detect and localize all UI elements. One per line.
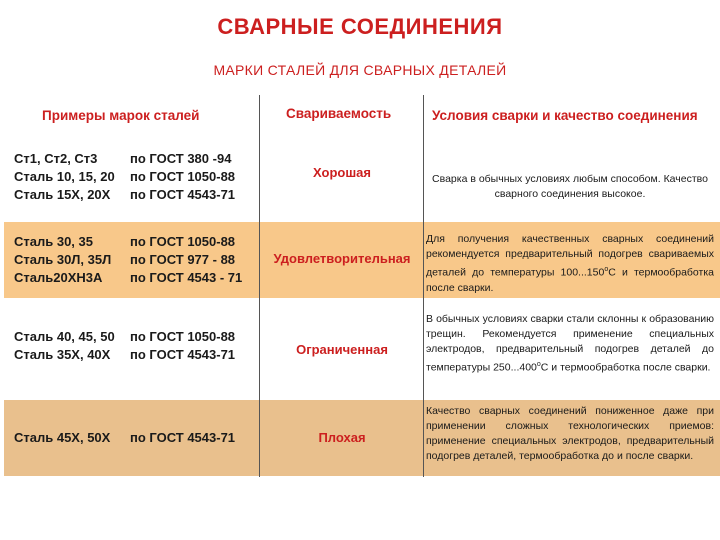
page-subtitle: МАРКИ СТАЛЕЙ ДЛЯ СВАРНЫХ ДЕТАЛЕЙ <box>213 62 507 78</box>
temperature-range: 250...400 <box>493 361 537 374</box>
steel-grade: Ст1, Ст2, Ст3 <box>14 151 98 166</box>
welding-conditions <box>426 232 714 296</box>
steel-grades-cell <box>14 328 235 364</box>
welding-conditions: Сварка в обычных условиях любым способом. Качество сварного соединения высокое. <box>432 173 708 200</box>
steel-grade: Сталь20ХН3А <box>14 270 103 285</box>
steel-grade: Сталь 30Л, 35Л <box>14 252 112 267</box>
steel-grade: Сталь 10, 15, 20 <box>14 169 115 184</box>
steel-grade-line <box>14 346 235 364</box>
steel-grade: Сталь 30, 35 <box>14 234 93 249</box>
conditions-tail: С и термообработка после сварки. <box>540 361 711 374</box>
steel-grade-line <box>14 251 242 269</box>
weldability-value: Плохая <box>318 430 366 445</box>
gost-standard: по ГОСТ 1050-88 <box>130 169 236 184</box>
steel-grade: Сталь 35Х, 40Х <box>14 347 111 362</box>
degree-sign: о <box>536 361 541 368</box>
gost-standard: по ГОСТ 1050-88 <box>130 329 236 344</box>
steel-grade-line <box>14 168 235 186</box>
steel-grade-line <box>14 150 235 168</box>
steel-grade-line <box>14 269 242 287</box>
gost-standard: по ГОСТ 4543-71 <box>130 187 236 202</box>
gost-standard: по ГОСТ 977 - 88 <box>130 252 236 267</box>
degree-sign: о <box>604 266 609 273</box>
steel-grade-line <box>14 186 235 204</box>
conditions-text: Для получения качественных сварных соединений рекомендуется предварительный подогрев свариваемых деталей до температуры <box>426 233 714 279</box>
weldability-value: Хорошая <box>313 165 371 180</box>
conditions-text: В обычных условиях сварки стали склонны к образованию трещин. Рекомендуется применение специальных электродов, предварительный подогрев деталей до температуры <box>426 313 714 374</box>
gost-standard: по ГОСТ 4543 - 71 <box>130 270 243 285</box>
header-weldability: Свариваемость <box>286 106 392 121</box>
steel-grades-cell <box>14 150 235 204</box>
gost-standard: по ГОСТ 380 -94 <box>130 151 232 166</box>
conditions-tail: С и термообработка после сварки. <box>426 266 715 294</box>
steel-grades-cell <box>14 429 235 447</box>
gost-standard: по ГОСТ 4543-71 <box>130 347 236 362</box>
column-divider-1 <box>259 95 260 477</box>
steel-grade: Сталь 15Х, 20Х <box>14 187 111 202</box>
gost-standard: по ГОСТ 1050-88 <box>130 234 236 249</box>
steel-grade-line <box>14 328 235 346</box>
welding-conditions <box>426 312 714 376</box>
welding-conditions: Качество сварных соединений пониженное даже при применении сложных технологических приемов: применение специальных электродов, предварительный подогрев деталей, термообработка до и после сварки. <box>426 405 714 462</box>
steel-grades-cell <box>14 233 242 287</box>
steel-grade-line <box>14 233 242 251</box>
page-title: СВАРНЫЕ СОЕДИНЕНИЯ <box>217 14 503 39</box>
temperature-range: 100...150 <box>560 266 605 279</box>
header-steel-grades: Примеры марок сталей <box>42 108 200 123</box>
weldability-value: Ограниченная <box>296 342 388 357</box>
steel-grade: Сталь 45Х, 50Х <box>14 430 111 445</box>
header-conditions: Условия сварки и качество соединения <box>432 108 698 123</box>
gost-standard: по ГОСТ 4543-71 <box>130 430 236 445</box>
column-divider-2 <box>423 95 424 477</box>
weldability-value: Удовлетворительная <box>273 251 411 266</box>
steel-grade: Сталь 40, 45, 50 <box>14 329 115 344</box>
steel-grade-line <box>14 429 235 447</box>
